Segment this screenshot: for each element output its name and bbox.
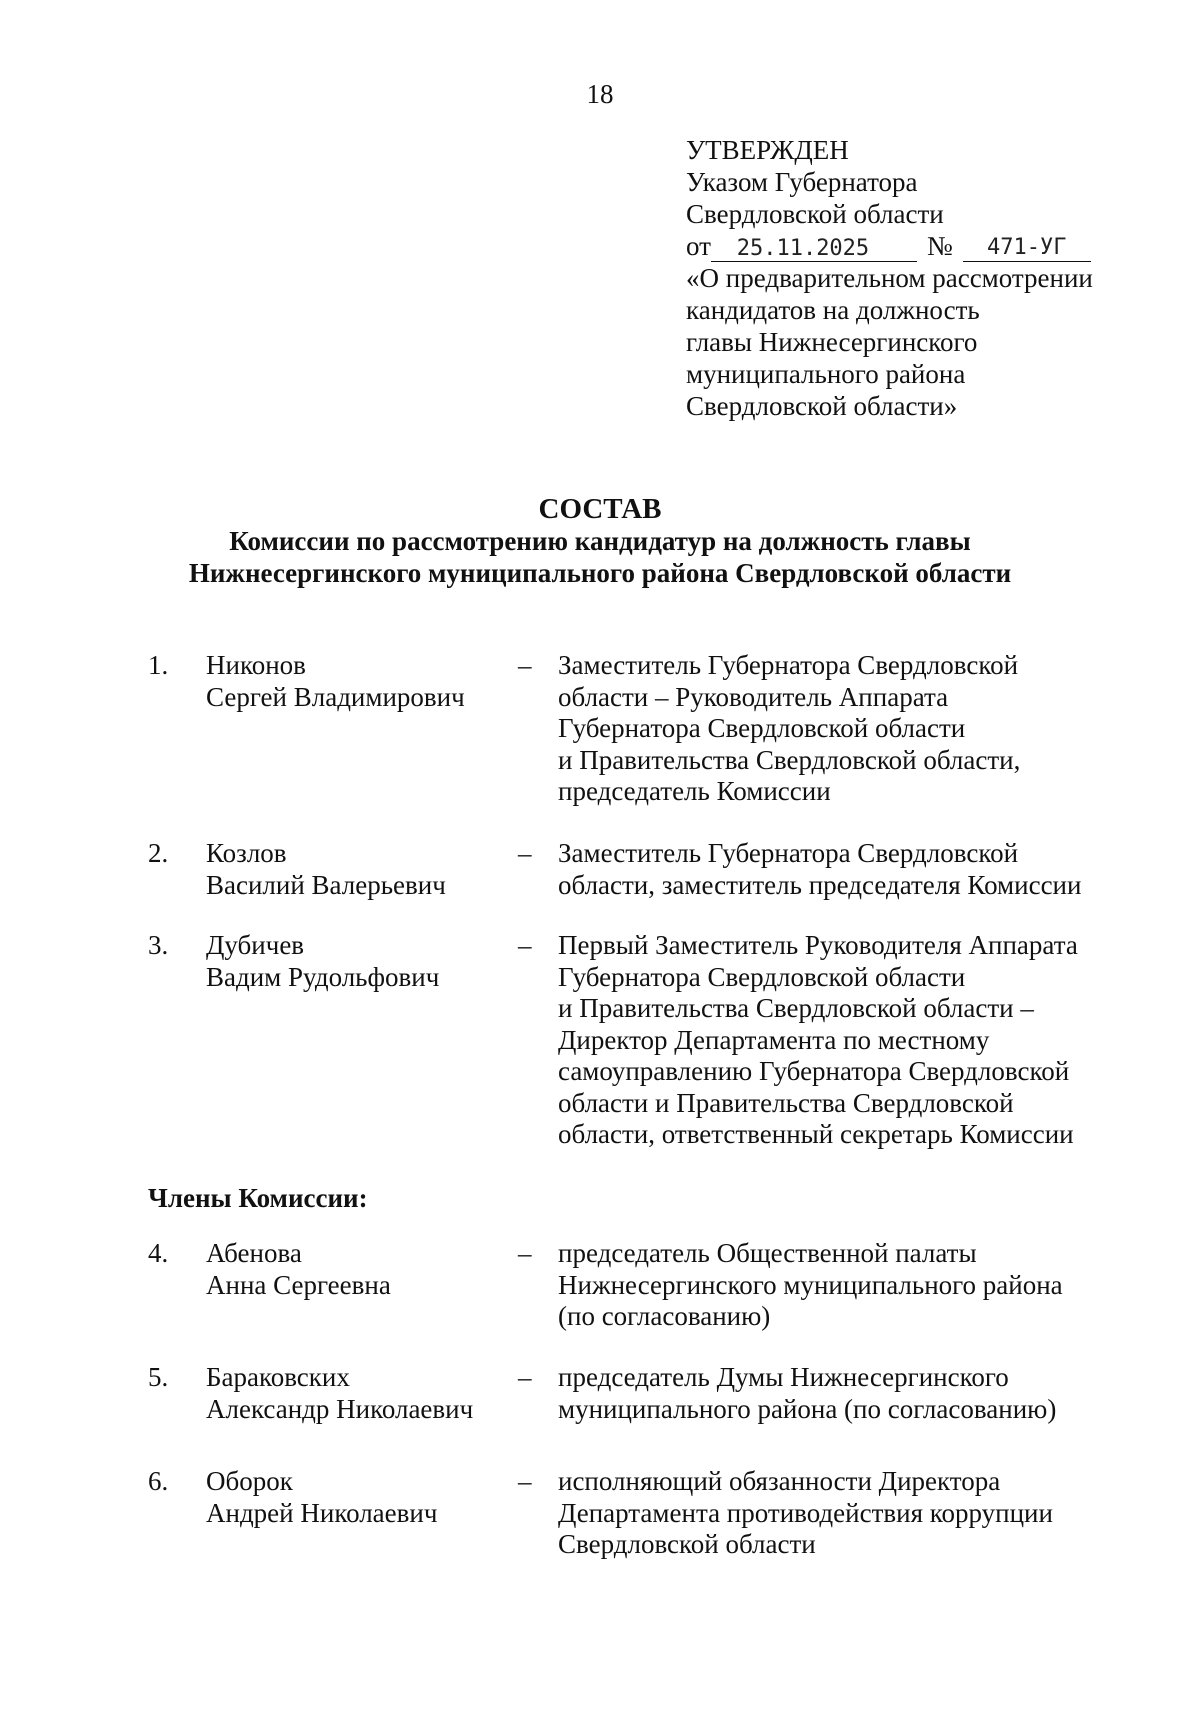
members-heading: Члены Комиссии:	[148, 1183, 368, 1213]
role-line: области и Правительства Свердловской	[558, 1087, 1014, 1118]
person-name	[206, 1238, 506, 1301]
decree-number-field: 471-УГ	[963, 235, 1091, 262]
role-line: области, ответственный секретарь Комиссии	[558, 1119, 1074, 1149]
role-line: и Правительства Свердловской области,	[558, 744, 1021, 775]
person-name	[206, 1362, 506, 1425]
entry-dash: –	[518, 650, 532, 680]
person-surname: Дубичев	[206, 930, 305, 960]
role-line: Губернатора Свердловской области	[558, 961, 966, 992]
decree-title-line: кандидатов на должность	[686, 295, 980, 325]
role-line: Свердловской области	[558, 1529, 816, 1559]
document-subtitle-line: Комиссии по рассмотрению кандидатур на должность главы	[229, 526, 971, 556]
role-line: председатель Общественной палаты	[558, 1238, 977, 1268]
entry-dash: –	[518, 930, 532, 960]
person-given-names: Анна Сергеевна	[206, 1269, 391, 1300]
role-line: Первый Заместитель Руководителя Аппарата	[558, 930, 1078, 960]
role-line: Нижнесергинского муниципального района	[558, 1269, 1063, 1300]
person-role	[558, 1238, 1118, 1333]
entry-number: 4.	[148, 1238, 169, 1268]
person-role	[558, 650, 1118, 808]
role-line: Заместитель Губернатора Свердловской	[558, 838, 1019, 868]
entry-dash: –	[518, 1238, 532, 1268]
role-line: Департамента противодействия коррупции	[558, 1497, 1053, 1528]
role-line: и Правительства Свердловской области –	[558, 993, 1034, 1023]
person-given-names: Андрей Николаевич	[206, 1497, 438, 1528]
person-role	[558, 930, 1118, 1151]
document-heading	[0, 493, 1200, 589]
role-line: самоуправлению Губернатора Свердловской	[558, 1056, 1070, 1086]
role-line: области, заместитель председателя Комиссии	[558, 869, 1082, 900]
entry-number: 3.	[148, 930, 169, 960]
role-line: Губернатора Свердловской области	[558, 713, 966, 743]
role-line: исполняющий обязанности Директора	[558, 1466, 1001, 1496]
person-name	[206, 930, 506, 993]
person-name	[206, 838, 506, 901]
person-role	[558, 1362, 1118, 1425]
decree-date-number-row	[686, 230, 1156, 262]
person-role	[558, 838, 1118, 901]
role-line: области – Руководитель Аппарата	[558, 681, 949, 712]
number-sign: №	[926, 231, 953, 261]
person-surname: Абенова	[206, 1238, 302, 1268]
person-given-names: Александр Николаевич	[206, 1393, 474, 1424]
role-line: муниципального района (по согласованию)	[558, 1393, 1057, 1424]
role-line: Заместитель Губернатора Свердловской	[558, 650, 1019, 680]
decree-title-line: «О предварительном рассмотрении	[686, 263, 1093, 293]
entry-number: 1.	[148, 650, 169, 680]
person-given-names: Василий Валерьевич	[206, 869, 446, 900]
decree-title-line: Свердловской области»	[686, 391, 958, 421]
person-role	[558, 1466, 1118, 1561]
person-name	[206, 1466, 506, 1529]
role-line: Директор Департамента по местному	[558, 1024, 990, 1055]
document-title: СОСТАВ	[538, 493, 662, 525]
entry-dash: –	[518, 1362, 532, 1392]
person-surname: Козлов	[206, 838, 287, 868]
document-subtitle-line: Нижнесергинского муниципального района Свердловской области	[188, 558, 1012, 588]
decree-title-line: муниципального района	[686, 359, 966, 389]
entry-dash: –	[518, 1466, 532, 1496]
person-given-names: Вадим Рудольфович	[206, 961, 440, 992]
decree-title-line: главы Нижнесергинского	[686, 327, 978, 357]
approval-region: Свердловской области	[686, 199, 944, 229]
approval-authority: Указом Губернатора	[686, 167, 918, 197]
decree-date-field: 25.11.2025	[711, 236, 917, 262]
role-line: (по согласованию)	[558, 1301, 771, 1331]
date-prefix: от	[686, 231, 711, 261]
role-line: председатель Думы Нижнесергинского	[558, 1362, 1009, 1392]
person-name	[206, 650, 506, 713]
entry-number: 6.	[148, 1466, 169, 1496]
approval-block	[686, 134, 1156, 422]
entry-dash: –	[518, 838, 532, 868]
approval-status: УТВЕРЖДЕН	[686, 135, 849, 165]
entry-number: 5.	[148, 1362, 169, 1392]
person-surname: Оборок	[206, 1466, 293, 1496]
role-line: председатель Комиссии	[558, 776, 831, 806]
page-number: 18	[586, 79, 614, 109]
person-surname: Никонов	[206, 650, 306, 680]
person-surname: Бараковских	[206, 1362, 350, 1392]
entry-number: 2.	[148, 838, 169, 868]
person-given-names: Сергей Владимирович	[206, 681, 465, 712]
